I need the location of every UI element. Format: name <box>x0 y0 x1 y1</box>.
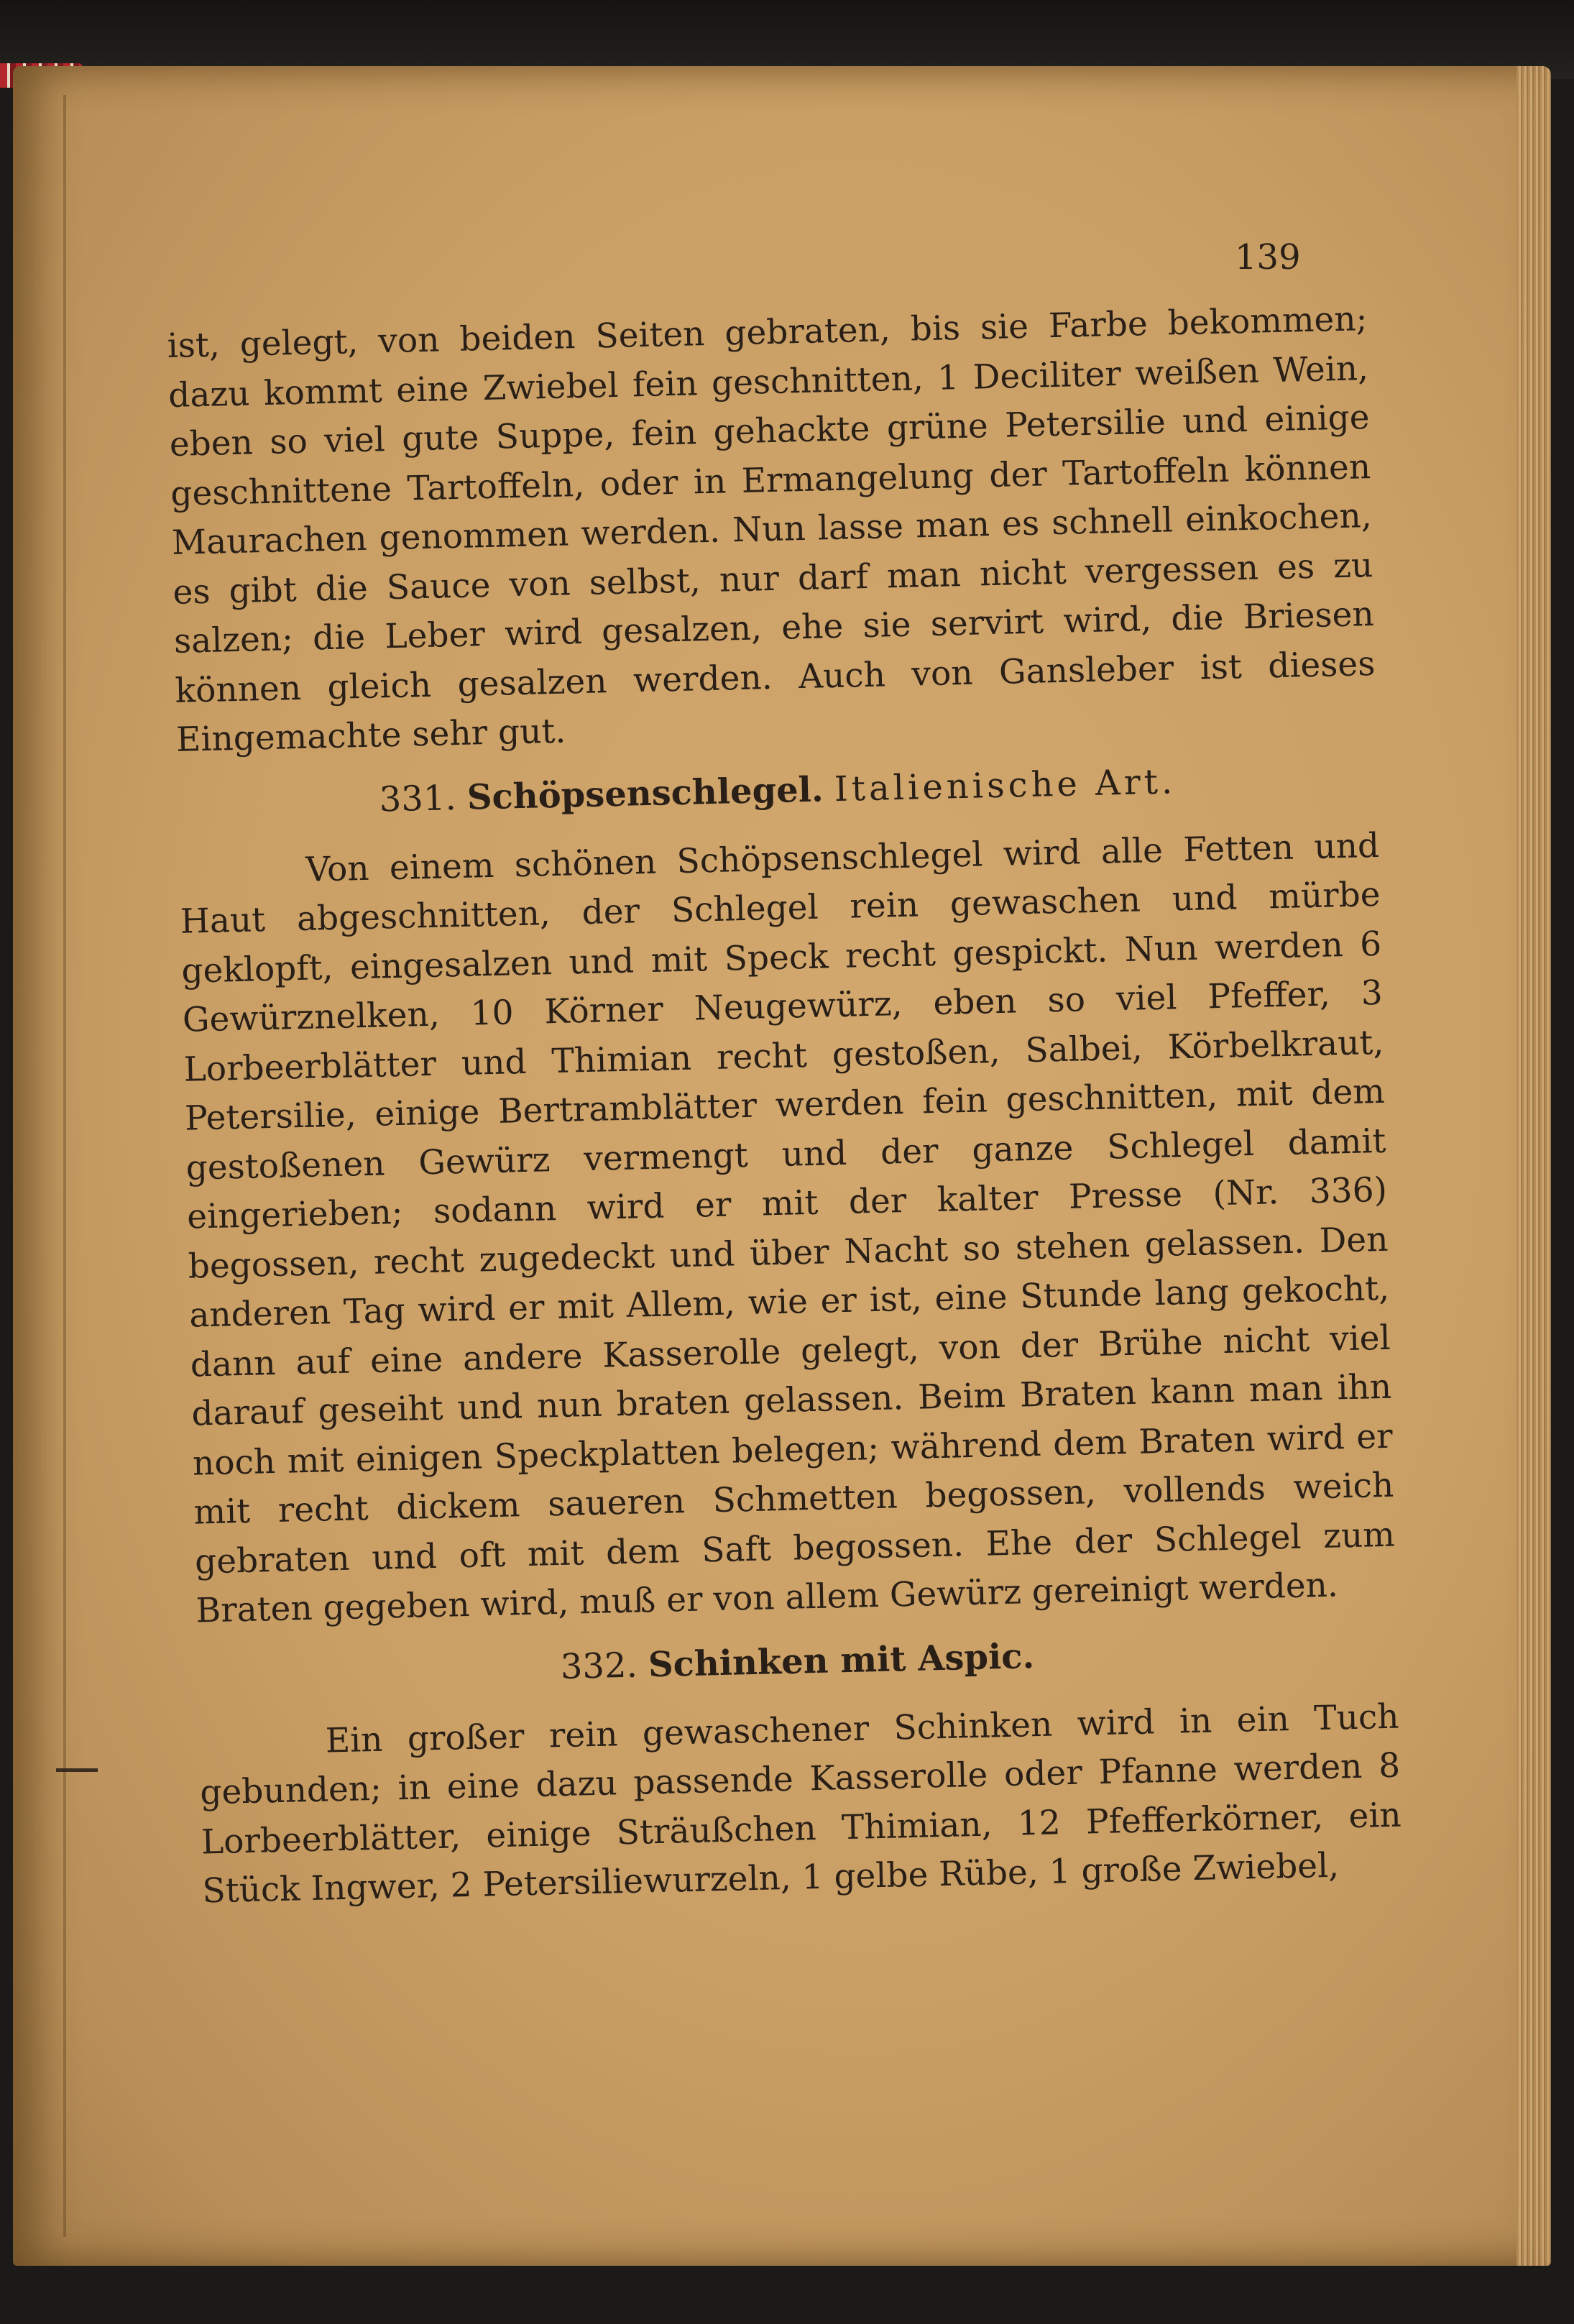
recipe-number: 331. <box>379 777 457 819</box>
recipe-332-heading <box>197 1625 1398 1698</box>
recipe-number: 332. <box>560 1645 638 1687</box>
intro-paragraph: ist, gelegt, von beiden Seiten gebraten, bis sie Farbe bekommen; dazu kommt eine Zwiebel fein geschnitten, 1 Deciliter weißen Wein, eben so viel gute Suppe, fein gehackte grüne Petersilie und einige geschnittene Tartoffeln, oder in Ermangelung der Tartoffeln können Maurachen genommen werden. Nun lasse man es schnell einkochen, es gibt die Sauce von selbst, nur darf man nicht vergessen es zu salzen; die Leber wird gesalzen, ehe sie servirt wird, die Briesen können gleich gesalzen werden. Auch von Gansleber ist dieses Eingemachte sehr gut. <box>167 299 1376 760</box>
page-number: 139 <box>1235 237 1301 277</box>
recipe-name: Schöpsenschlegel. <box>466 768 824 818</box>
recipe-name: Schinken mit Aspic. <box>648 1635 1035 1685</box>
recipe-332-text: Ein großer rein gewaschener Schinken wird in ein Tuch gebunden; in eine dazu passende Kasserolle oder Pfanne werden 8 Lorbeerblätter, einige Sträußchen Thimian, 12 Pfefferkörner, ein Stück Ingwer, 2 Petersiliewurzeln, 1 gelbe Rübe, 1 große Zwiebel, <box>199 1696 1402 1911</box>
recipe-331-text: Von einem schönen Schöpsenschlegel wird alle Fetten und Haut abgeschnitten, der Schlegel rein gewaschen und mürbe geklopft, eingesalzen und mit Speck recht gespickt. Nun werden 6 Gewürznelken, 10 Körner Neugewürz, eben so viel Pfeffer, 3 Lorbeerblätter und Thimian recht gestoßen, Salbei, Körbelkraut, Petersilie, einige Bertramblätter werden fein geschnitten, mit dem gestoßenen Gewürz vermengt und der ganze Schlegel damit eingerieben; sodann wird er mit der kalter Presse (Nr. 336) begossen, recht zugedeckt und über Nacht so stehen gelassen. Den anderen Tag wird er mit Allem, wie er ist, eine Stunde lang gekocht, dann auf eine andere Kasserolle gelegt, von der Brühe nicht viel darauf geseiht und nun braten gelassen. Beim Braten kann man ihn noch mit einigen Speckplatten belegen; während dem Braten wird er mit recht dickem saueren Schmetten begossen, vollends weich gebraten und oft mit dem Saft begossen. Ehe der Schlegel zum Braten gegeben wird, muß er von allem Gewürz gereinigt werden. <box>180 825 1396 1631</box>
gutter-fold <box>63 95 66 2237</box>
recipe-style: Italienische Art. <box>834 761 1177 809</box>
margin-mark <box>56 1768 98 1772</box>
page-content <box>167 295 1403 1916</box>
page-edges <box>1517 66 1551 2266</box>
recipe-331-heading <box>177 753 1378 827</box>
